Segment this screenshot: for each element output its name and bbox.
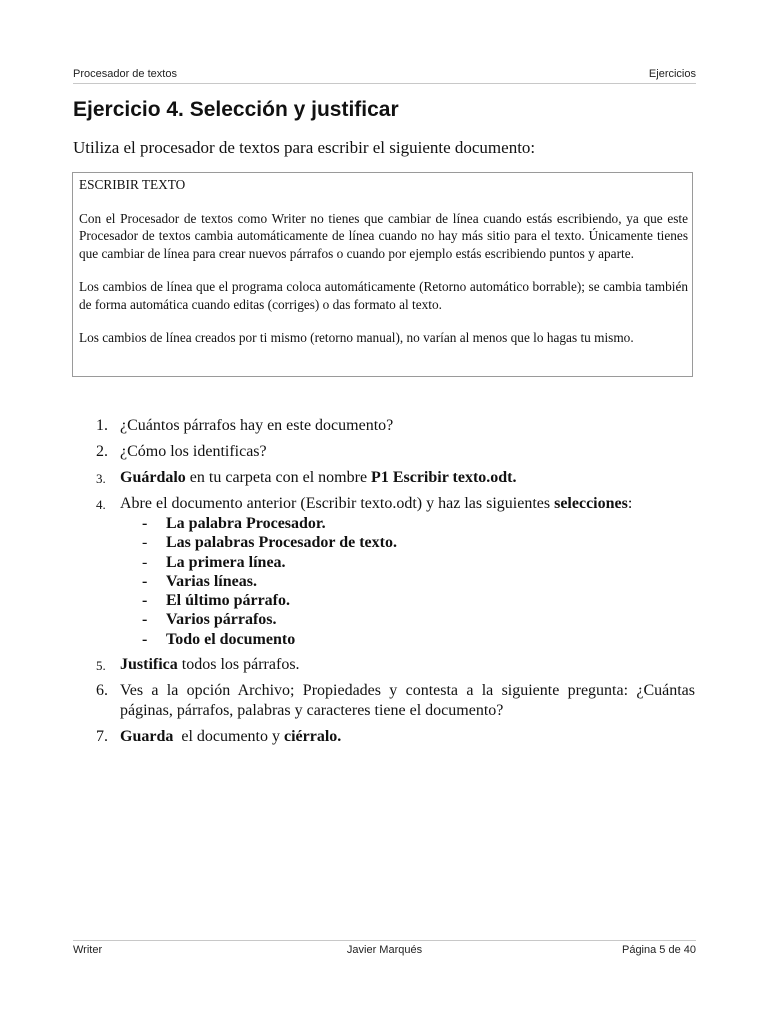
page-header (73, 66, 696, 84)
selection-item-text: Todo el documento (166, 630, 296, 648)
selection-item-text: La primera línea. (166, 553, 286, 571)
text-box-title: ESCRIBIR TEXTO (79, 177, 186, 192)
footer-author: Javier Marqués (346, 944, 423, 956)
question-bold-text-2: ciérralo. (283, 728, 342, 746)
document-text-box (72, 172, 693, 377)
intro-text: Utiliza el procesador de textos para escribir el siguiente documento: (73, 138, 536, 157)
question-bold-text: Guárdalo (120, 469, 186, 486)
question-text: el documento y (173, 728, 284, 746)
selection-item (120, 533, 695, 552)
selection-item (120, 630, 695, 649)
selection-item (120, 610, 695, 629)
selection-item (120, 553, 695, 572)
dash-bullet: - (142, 553, 148, 571)
header-left-text: Procesador de textos (73, 68, 177, 80)
selection-item-text: El último párrafo. (166, 592, 290, 610)
question-text: ¿Cómo los identificas? (120, 443, 267, 460)
question-4 (73, 494, 695, 649)
selection-item (120, 514, 695, 533)
selection-item-text: Las palabras Procesador de texto. (166, 534, 397, 552)
question-5 (73, 655, 695, 675)
selection-item-text: La palabra Procesador. (166, 515, 326, 532)
dash-bullet: - (142, 611, 148, 629)
question-number: 4. (96, 497, 106, 512)
selection-item-text: Varios párrafos. (166, 611, 277, 629)
question-7 (73, 727, 695, 747)
question-number: 5. (96, 658, 106, 674)
selection-list (120, 514, 695, 649)
text-box-paragraph-2: Los cambios de línea que el programa coloca automáticamente (Retorno automático borrable); se cambia también de forma automática cuando editas (corriges) o das formato al texto. (79, 279, 688, 312)
file-name-text: P1 Escribir texto.odt. (371, 469, 517, 486)
question-number: 3. (96, 471, 106, 486)
question-number: 6. (96, 682, 108, 700)
question-text: en tu carpeta con el nombre (185, 469, 372, 486)
question-text: Ves a la opción Archivo; Propiedades y contesta a la siguiente pregunta: ¿Cuántas páginas, párrafos, palabras y caracteres tiene el documento? (120, 682, 695, 720)
dash-bullet: - (142, 515, 148, 532)
dash-bullet: - (142, 572, 148, 590)
page-number: Página 5 de 40 (621, 944, 696, 956)
colon-text: : (627, 495, 633, 512)
dash-bullet: - (142, 534, 148, 552)
footer-left-text: Writer (73, 944, 103, 956)
questions-list (73, 416, 695, 753)
dash-bullet: - (142, 630, 148, 648)
question-text: todos los párrafos. (177, 656, 300, 674)
selection-item (120, 591, 695, 610)
dash-bullet: - (142, 592, 148, 610)
question-number: 7. (96, 728, 108, 746)
question-number: 2. (96, 443, 108, 460)
exercise-title: Ejercicio 4. Selección y justificar (73, 98, 399, 121)
page-footer (73, 940, 696, 958)
question-number: 1. (96, 417, 108, 434)
text-box-paragraph-3: Los cambios de línea creados por ti mismo (retorno manual), no varían al menos que lo hagas tu mismo. (79, 330, 634, 345)
question-bold-text: selecciones (554, 495, 628, 512)
header-right-text: Ejercicios (648, 68, 696, 80)
text-box-paragraph-1: Con el Procesador de textos como Writer no tienes que cambiar de línea cuando estás escribiendo, ya que este Procesador de textos cambia automáticamente de línea cuando no hay más sitio para el texto. Únicamente tienes que cambiar de línea para crear nuevos párrafos o cuando por ejemplo estás escribiendo puntos y aparte. (79, 210, 688, 261)
question-2 (73, 442, 695, 462)
selection-item (120, 572, 695, 591)
question-text: Abre el documento anterior (Escribir texto.odt) y haz las siguientes (120, 495, 555, 512)
question-text: ¿Cuántos párrafos hay en este documento? (120, 417, 394, 434)
question-1 (73, 416, 695, 436)
selection-item-text: Varias líneas. (166, 572, 257, 590)
question-6 (73, 681, 695, 721)
question-bold-text: Justifica (120, 656, 178, 674)
question-bold-text: Guarda (120, 728, 174, 746)
question-3 (73, 468, 695, 488)
